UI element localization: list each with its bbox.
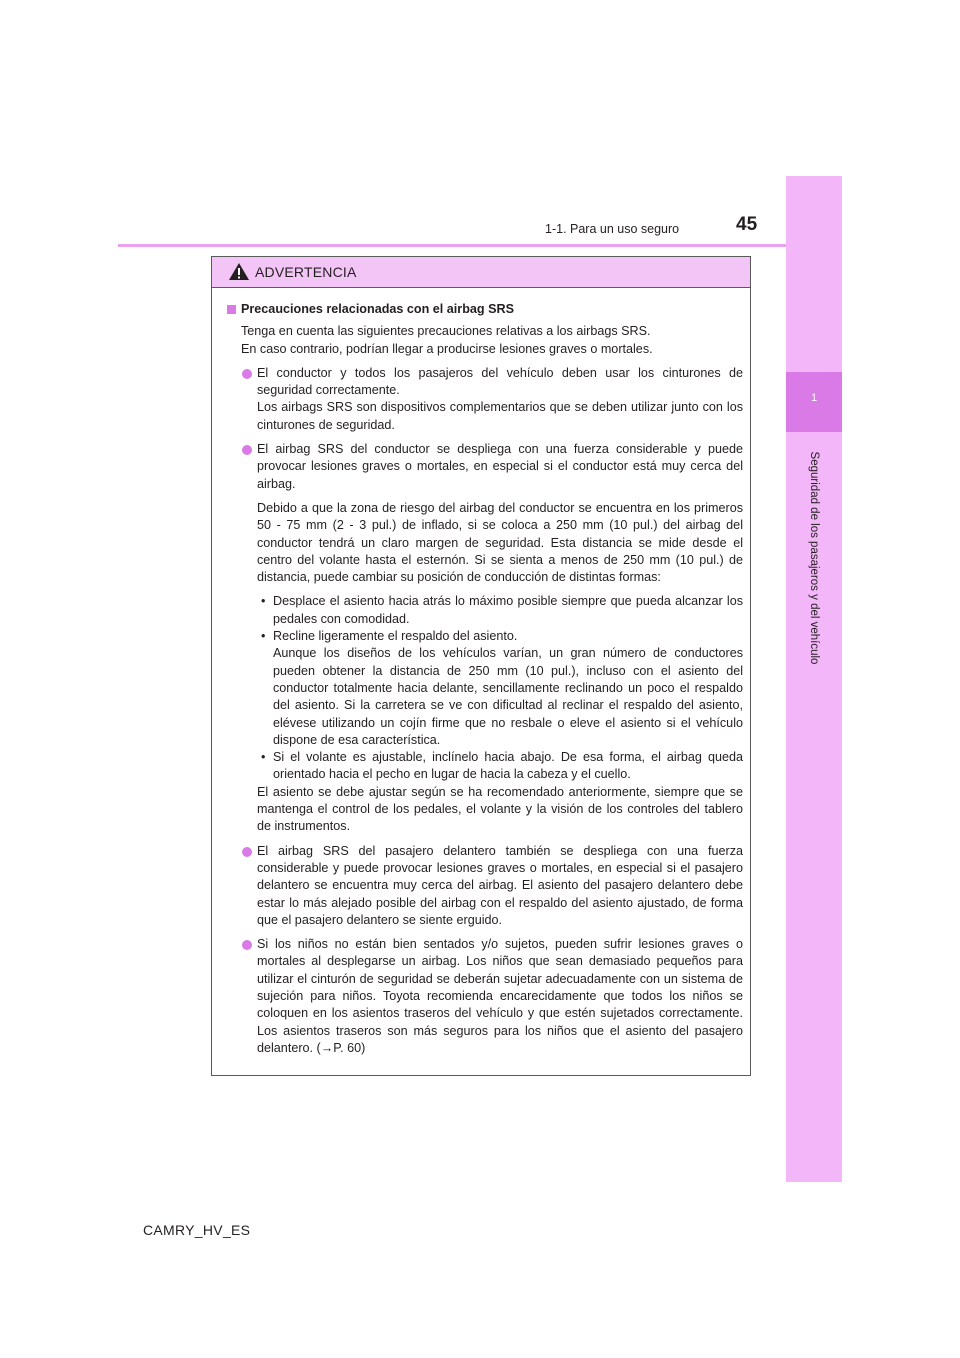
warning-heading-text: Precauciones relacionadas con el airbag SRS <box>241 302 514 316</box>
list-item <box>227 843 743 929</box>
circle-bullet-icon <box>242 847 252 857</box>
section-title: 1-1. Para un uso seguro <box>545 222 680 236</box>
intro-line-2: En caso contrario, podrían llegar a producirse lesiones graves o mortales. <box>241 341 653 356</box>
bullet-1-text-b: Los airbags SRS son dispositivos complementarios que se deben utilizar junto con los cinturones de seguridad. <box>257 400 743 432</box>
chapter-tab-number: 1 <box>810 392 818 404</box>
warning-heading <box>227 301 743 318</box>
list-item <box>227 441 743 493</box>
header-rule <box>118 244 786 247</box>
square-bullet-icon <box>227 305 236 314</box>
dash-item: • Desplace el asiento hacia atrás lo máximo posible siempre que pueda alcanzar los pedales con comodidad. <box>261 594 743 626</box>
after-list-paragraph: El asiento se debe ajustar según se ha recomendado anteriormente, siempre que se mantenga el control de los pedales, el volante y la visión de los controles del tablero de instrumentos. <box>257 784 743 834</box>
dash-item-1: Desplace el asiento hacia atrás lo máximo posible siempre que pueda alcanzar los pedales con comodidad. <box>273 594 743 626</box>
circle-bullet-icon <box>242 369 252 379</box>
document-code: CAMRY_HV_ES <box>143 1222 251 1238</box>
bullet-4-text: Si los niños no están bien sentados y/o sujetos, pueden sufrir lesiones graves o mortales al desplegarse un airbag. Los niños que sean demasiado pequeños para utilizar el cinturón de seguridad se deberán sujetar adecuadamente con un sistema de sujeción para niños. Toyota recomienda encarecidamente que todos los niños se coloquen en los asientos traseros del vehículo y que estén sujetados correctamente. Los asientos traseros son más seguros para los niños que el asiento del pasajero delantero. (→P. 60) <box>257 937 743 1055</box>
bullet-2-paragraph: Debido a que la zona de riesgo del airbag del conductor se encuentra en los primeros 50 - 75 mm (2 - 3 pul.) de inflado, si se coloca a 250 mm (10 pul.) del airbag del conductor tendrá un claro margen de seguridad. Esta distancia se mide desde el centro del volante hasta el esternón. Si se sienta a menos de 250 mm (10 pul.) de distancia, puede cambiar su posición de conducción de distintas formas: <box>257 500 743 585</box>
circle-bullet-icon <box>242 940 252 950</box>
warning-body <box>227 301 743 1057</box>
dash-item-2-extra: Aunque los diseños de los vehículos varían, un gran número de conductores pueden obtener la distancia de 250 mm (10 pul.), incluso con el asiento del conductor totalmente hacia delante, sencillamente reclinando un poco el respaldo del asiento. Si la carretera se ve con dificultad al reclinar el respaldo del asiento, elévese utilizando un cojín firme que no resbale o eleve el asiento si el vehículo dispone de esa característica. <box>273 646 743 747</box>
list-item <box>227 936 743 1057</box>
chapter-tab-label: Seguridad de los pasajeros y del vehículo <box>808 451 820 665</box>
warning-box <box>211 256 751 1076</box>
warning-triangle-icon <box>228 262 250 286</box>
list-item <box>227 365 743 434</box>
circle-bullet-icon <box>242 445 252 455</box>
bullet-3-text: El airbag SRS del pasajero delantero también se despliega con una fuerza considerable y puede provocar lesiones graves o mortales, en especial si el pasajero delantero se encuentra muy cerca del airbag. El asiento del pasajero delantero debe estar lo más alejado posible del airbag con el respaldo del asiento ajustado, de forma que el pasajero delantero se siente erguido. <box>257 843 743 927</box>
page-number: 45 <box>736 214 758 235</box>
dash-item: • Si el volante es ajustable, inclínelo hacia abajo. De esa forma, el airbag queda orientado hacia el pecho en lugar de hacia la cabeza y el cuello. <box>261 750 743 782</box>
dash-item-3: Si el volante es ajustable, inclínelo hacia abajo. De esa forma, el airbag queda orientado hacia el pecho en lugar de hacia la cabeza y el cuello. <box>273 750 743 782</box>
dash-item: • Recline ligeramente el respaldo del asiento. Aunque los diseños de los vehículos varían, un gran número de conductores pueden obtener la distancia de 250 mm (10 pul.), incluso con el asiento del conductor totalmente hacia delante, sencillamente reclinando un poco el respaldo del asiento. Si la carretera se ve con dificultad al reclinar el respaldo del asiento, elévese utilizando un cojín firme que no resbale o eleve el asiento si el vehículo dispone de esa característica. <box>227 628 743 749</box>
bullet-2-text: El airbag SRS del conductor se despliega con una fuerza considerable y puede provocar lesiones graves o mortales, en especial si el conductor está muy cerca del airbag. <box>257 442 743 491</box>
warning-title: ADVERTENCIA <box>255 264 357 280</box>
side-band <box>786 176 842 1182</box>
bullet-1-text: El conductor y todos los pasajeros del vehículo deben usar los cinturones de seguridad correctamente. <box>257 365 743 398</box>
intro-line-1: Tenga en cuenta las siguientes precauciones relativas a los airbags SRS. <box>241 324 651 339</box>
warning-header <box>212 257 750 288</box>
dash-item-2: Recline ligeramente el respaldo del asiento. <box>273 629 518 644</box>
